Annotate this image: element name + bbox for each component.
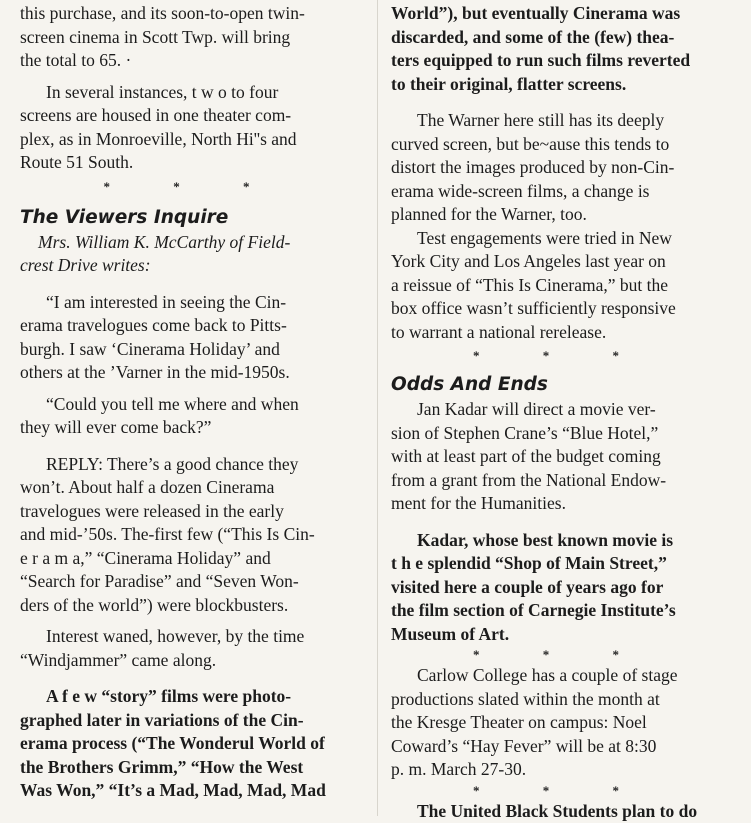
reply-paragraph [20, 453, 363, 618]
text-line: planned for the Warner, too. [391, 203, 731, 227]
text-line: Kadar, whose best known movie is [391, 529, 731, 553]
text-line: p. m. March 27-30. [391, 758, 731, 782]
column-divider [377, 0, 378, 816]
text-line: with at least part of the budget coming [391, 445, 731, 469]
text-line: World”), but eventually Cinerama was [391, 2, 731, 26]
text-line: screens are housed in one theater com- [20, 104, 363, 128]
story-films-continued [391, 2, 731, 96]
text-line: plex, as in Monroeville, North Hi''s and [20, 128, 363, 152]
paragraph-theater-count [20, 2, 363, 73]
paragraph-multiple-screens [20, 81, 363, 105]
text-line: ters equipped to run such films reverted [391, 49, 731, 73]
text-line: ment for the Humanities. [391, 492, 731, 516]
text-line: to their original, flatter screens. [391, 73, 731, 97]
left-column [20, 0, 363, 803]
text-line: sion of Stephen Crane’s “Blue Hotel,” [391, 422, 731, 446]
text-line: Jan Kadar will direct a movie ver- [391, 398, 731, 422]
text-line: travelogues were released in the early [20, 500, 363, 524]
test-engagements-paragraph [391, 227, 731, 345]
text-line: burgh. I saw ‘Cinerama Holiday’ and [20, 338, 363, 362]
text-line: erama travelogues come back to Pitts- [20, 314, 363, 338]
text-line: erama process (“The Wonderul World of [20, 732, 363, 756]
text-line: Was Won,” “It’s a Mad, Mad, Mad, Mad [20, 779, 363, 803]
text-line: the total to 65. · [20, 49, 363, 73]
text-line: York City and Los Angeles last year on [391, 250, 731, 274]
text-line: discarded, and some of the (few) thea- [391, 26, 731, 50]
text-line: box office wasn’t sufficiently responsive [391, 297, 731, 321]
text-line: A f e w “story” films were photo- [20, 685, 363, 709]
kadar-paragraph-2 [391, 529, 731, 647]
text-line: Mrs. William K. McCarthy of Field- [20, 231, 363, 255]
section-separator: * * * [20, 175, 363, 199]
text-line: won’t. About half a dozen Cinerama [20, 476, 363, 500]
kadar-paragraph-1 [391, 398, 731, 516]
text-line: Interest waned, however, by the time [20, 625, 363, 649]
text-line: Coward’s “Hay Fever” will be at 8:30 [391, 735, 731, 759]
interest-paragraph [20, 625, 363, 672]
text-line: ders of the world”) were blockbusters. [20, 594, 363, 618]
text-line: they will ever come back?” [20, 416, 363, 440]
text-line: REPLY: There’s a good chance they [20, 453, 363, 477]
letter-byline [20, 231, 363, 278]
text-line: t h e splendid “Shop of Main Street,” [391, 552, 731, 576]
text-line: “I am interested in seeing the Cin- [20, 291, 363, 315]
text-line: this purchase, and its soon-to-open twin- [20, 2, 363, 26]
text-line: e r a m a,” “Cinerama Holiday” and [20, 547, 363, 571]
text-line: erama wide-screen films, a change is [391, 180, 731, 204]
section-separator: * * * [391, 646, 731, 664]
text-line: In several instances, t w o to four [46, 81, 363, 105]
letter-paragraph-2 [20, 393, 363, 440]
story-films-paragraph [20, 685, 363, 803]
section-heading-viewers-inquire: The Viewers Inquire [20, 205, 363, 231]
text-line: from a grant from the National Endow- [391, 469, 731, 493]
text-line: “Could you tell me where and when [20, 393, 363, 417]
text-line: visited here a couple of years ago for [391, 576, 731, 600]
carlow-paragraph [391, 664, 731, 782]
text-line: the Brothers Grimm,” “How the West [20, 756, 363, 780]
text-line: to warrant a national rerelease. [391, 321, 731, 345]
warner-paragraph [391, 109, 731, 227]
right-column [391, 0, 731, 823]
text-line: distort the images produced by non-Cin- [391, 156, 731, 180]
text-line: productions slated within the month at [391, 688, 731, 712]
letter-paragraph-1 [20, 291, 363, 385]
text-line: Test engagements were tried in New [391, 227, 731, 251]
text-line: Museum of Art. [391, 623, 731, 647]
black-students-paragraph [391, 800, 731, 823]
text-line: Route 51 South. [20, 151, 363, 175]
text-line: a reissue of “This Is Cinerama,” but the [391, 274, 731, 298]
text-line: “Windjammer” came along. [20, 649, 363, 673]
text-line: curved screen, but be~ause this tends to [391, 133, 731, 157]
text-line: graphed later in variations of the Cin- [20, 709, 363, 733]
section-separator: * * * [391, 344, 731, 368]
section-heading-odds-and-ends: Odds And Ends [391, 372, 731, 398]
text-line: the Kresge Theater on campus: Noel [391, 711, 731, 735]
paragraph-multiple-screens-cont [20, 104, 363, 175]
text-line: The Warner here still has its deeply [391, 109, 731, 133]
text-line: “Search for Paradise” and “Seven Won- [20, 570, 363, 594]
text-line: others at the ’Varner in the mid-1950s. [20, 361, 363, 385]
section-separator: * * * [391, 782, 731, 800]
text-line: The United Black Students plan to do [391, 800, 731, 823]
text-line: screen cinema in Scott Twp. will bring [20, 26, 363, 50]
text-line: and mid-’50s. The-first few (“This Is Cin- [20, 523, 363, 547]
text-line: Carlow College has a couple of stage [391, 664, 731, 688]
text-line: crest Drive writes: [20, 254, 363, 278]
text-line: the film section of Carnegie Institute’s [391, 599, 731, 623]
